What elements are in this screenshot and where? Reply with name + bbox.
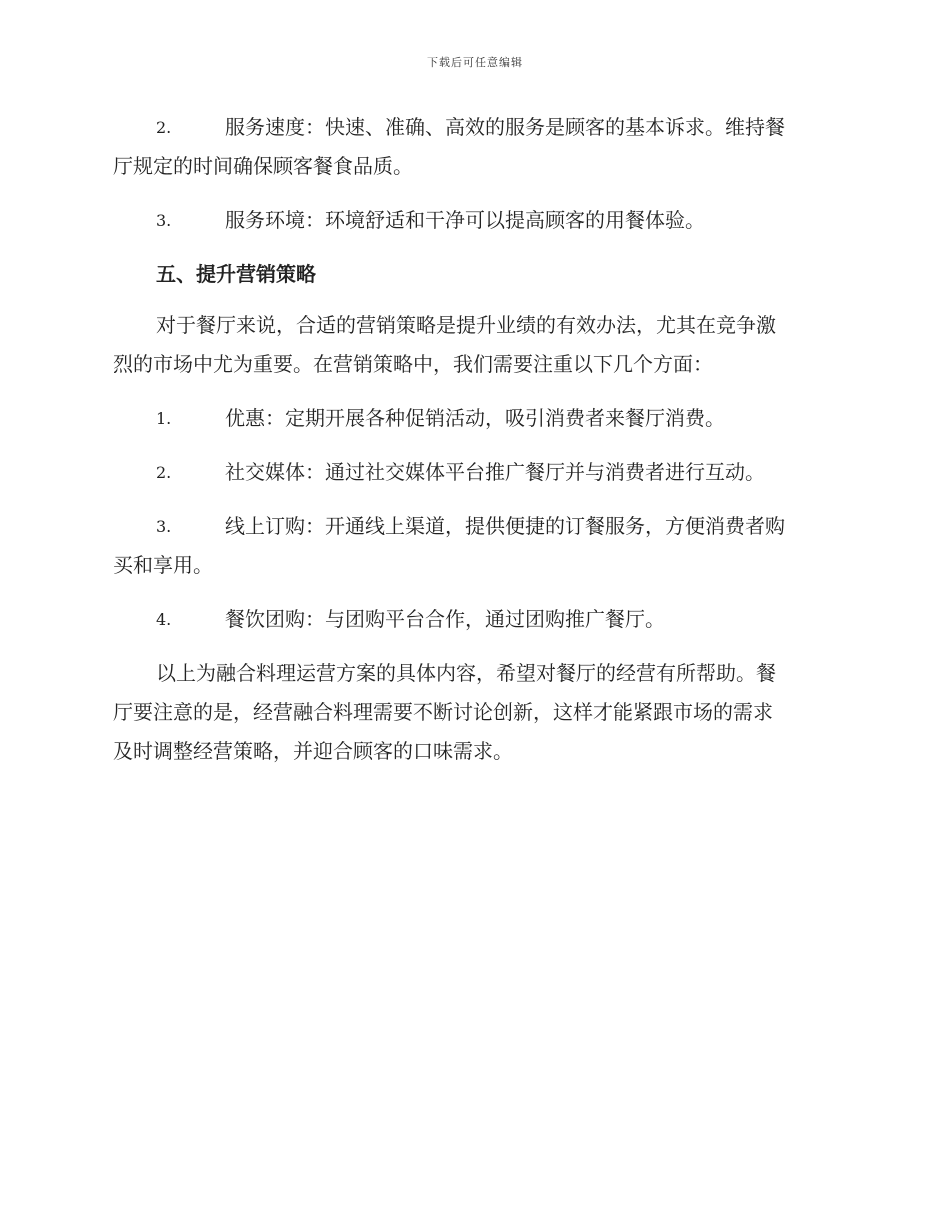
page-header: 下载后可任意编辑	[427, 56, 523, 69]
list-number: 2.	[156, 118, 172, 137]
list-item	[113, 108, 837, 186]
list-item	[113, 600, 837, 639]
conclusion-paragraph	[113, 654, 837, 771]
list-item	[113, 399, 837, 438]
document-body	[113, 108, 837, 786]
list-item-text: 线上订购：开通线上渠道，提供便捷的订餐服务，方便消费者购	[225, 514, 785, 538]
paragraph-line: 厅要注意的是，经营融合料理需要不断讨论创新，这样才能紧跟市场的需求	[113, 700, 773, 724]
list-number: 3.	[156, 517, 172, 536]
list-item-text: 厅规定的时间确保顾客餐食品质。	[113, 154, 413, 178]
list-item	[113, 507, 837, 585]
list-item-text: 餐饮团购：与团购平台合作，通过团购推广餐厅。	[225, 607, 665, 631]
paragraph-line: 对于餐厅来说，合适的营销策略是提升业绩的有效办法，尤其在竞争激	[156, 313, 776, 337]
list-item-text: 优惠：定期开展各种促销活动，吸引消费者来餐厅消费。	[225, 406, 725, 430]
list-number: 4.	[156, 610, 172, 629]
list-item	[113, 453, 837, 492]
paragraph-line: 及时调整经营策略，并迎合顾客的口味需求。	[113, 739, 513, 763]
list-item-text: 服务速度：快速、准确、高效的服务是顾客的基本诉求。维持餐	[225, 115, 785, 139]
paragraph-line: 烈的市场中尤为重要。在营销策略中，我们需要注重以下几个方面：	[113, 352, 713, 376]
paragraph-line: 以上为融合料理运营方案的具体内容，希望对餐厅的经营有所帮助。餐	[156, 661, 776, 685]
list-number: 2.	[156, 463, 172, 482]
list-item-text: 买和享用。	[113, 553, 213, 577]
list-item	[113, 201, 837, 240]
list-number: 1.	[156, 409, 172, 428]
section-heading: 五、提升营销策略	[156, 262, 316, 286]
list-item-text: 社交媒体：通过社交媒体平台推广餐厅并与消费者进行互动。	[225, 460, 765, 484]
list-item-text: 服务环境：环境舒适和干净可以提高顾客的用餐体验。	[225, 208, 705, 232]
list-number: 3.	[156, 211, 172, 230]
intro-paragraph	[113, 306, 837, 384]
